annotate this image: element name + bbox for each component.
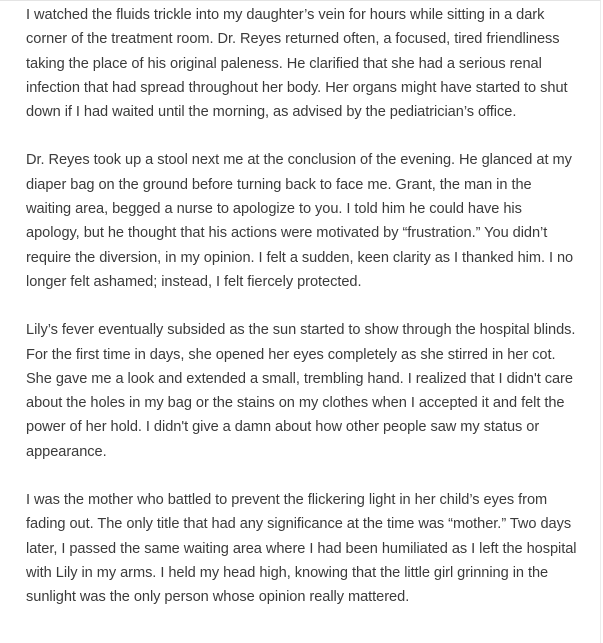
paragraph-1: I watched the fluids trickle into my daughter’s vein for hours while sitting in a dark corner of the treatment room. Dr. Reyes returned often, a focused, tired friendliness taking the place of his original paleness. He clarified that she had a serious renal infection that had spread throughout her body. Her organs might have started to shut down if I had waited until the morning, as advised by the pediatrician’s office.	[26, 7, 568, 121]
article-body	[26, 3, 578, 634]
paragraph-4: I was the mother who battled to prevent the flickering light in her child’s eyes from fading out. The only title that had any significance at the time was “mother.” Two days later, I passed the same waiting area where I had been humiliated as I left the hospital with Lily in my arms. I held my head high, knowing that the little girl grinning in the sunlight was the only person whose opinion really mattered.	[26, 492, 577, 606]
paragraph-2: Dr. Reyes took up a stool next me at the conclusion of the evening. He glanced at my diaper bag on the ground before turning back to face me. Grant, the man in the waiting area, begged a nurse to apologize to you. I told him he could have his apology, but he thought that his actions were motivated by “frustration.” You didn’t require the diversion, in my opinion. I felt a sudden, keen clarity as I thanked him. I no longer felt ashamed; instead, I felt fiercely protected.	[26, 152, 574, 290]
paragraph-3: Lily’s fever eventually subsided as the sun started to show through the hospital blinds. For the first time in days, she opened her eyes completely as she stirred in her cot. She gave me a look and extended a small, trembling hand. I realized that I didn't care about the holes in my bag or the stains on my clothes when I accepted it and felt the power of her hold. I didn't give a damn about how other people saw my status or appearance.	[26, 322, 576, 460]
